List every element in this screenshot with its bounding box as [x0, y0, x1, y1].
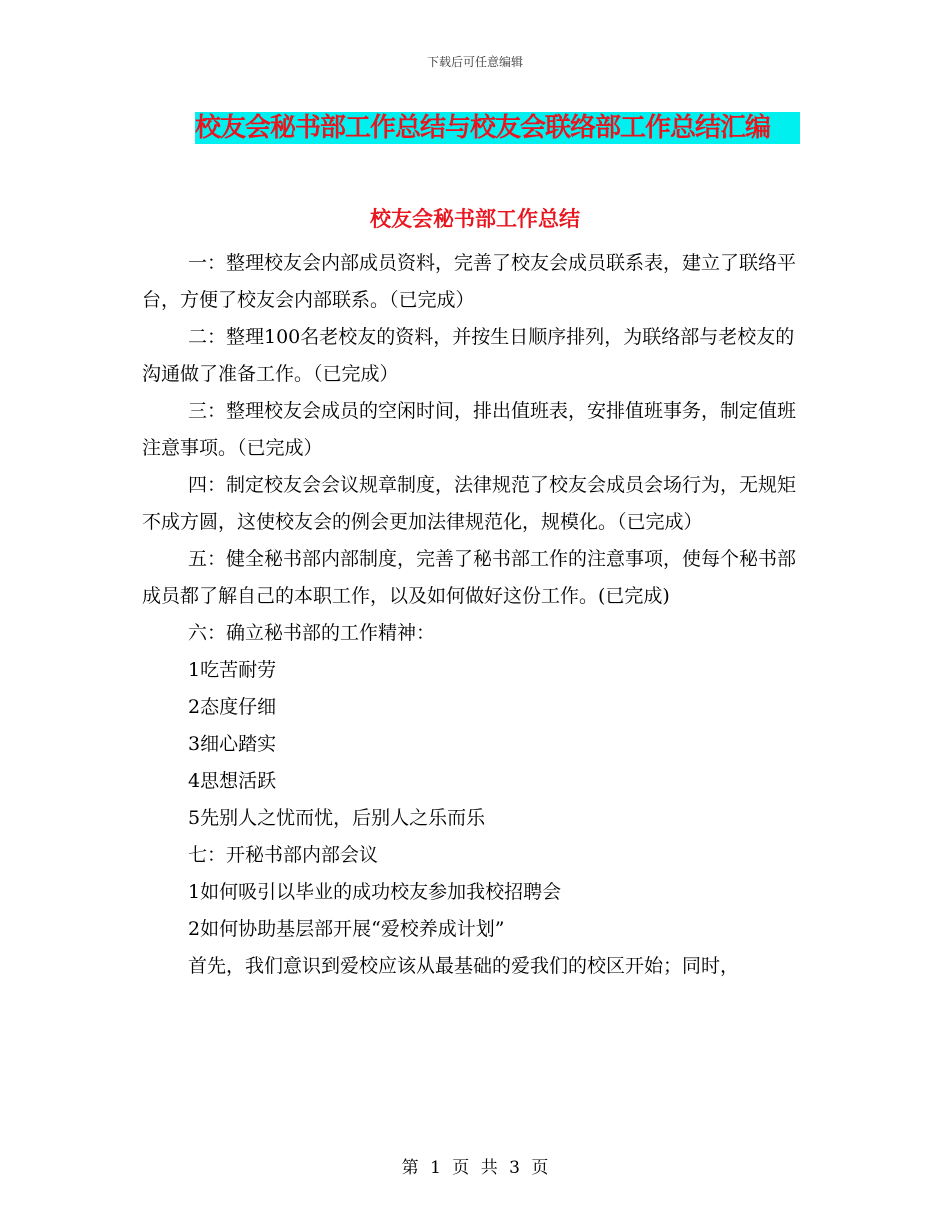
spirit-item-3: 3细心踏实 [188, 733, 277, 755]
paragraph-3: 三：整理校友会成员的空闲时间，排出值班表，安排值班事务，制定值班注意事项。（已完成） [142, 400, 797, 459]
paragraph-2: 二：整理100名老校友的资料，并按生日顺序排列，为联络部与老校友的沟通做了准备工作。（已完成） [142, 326, 795, 385]
meeting-item-1: 1如何吸引以毕业的成功校友参加我校招聘会 [188, 881, 562, 903]
main-title: 校友会秘书部工作总结与校友会联络部工作总结汇编 [195, 113, 771, 143]
main-title-highlight [195, 112, 800, 144]
spirit-item-2: 2态度仔细 [188, 696, 277, 718]
meeting-item-2: 2如何协助基层部开展“爱校养成计划” [188, 918, 505, 940]
paragraph-4: 四：制定校友会会议规章制度，法律规范了校友会成员会场行为，无规矩不成方圆，这使校友会的例会更加法律规范化，规模化。（已完成） [142, 474, 797, 533]
spirit-item-4: 4思想活跃 [188, 770, 277, 792]
paragraph-7: 七：开秘书部内部会议 [188, 844, 379, 866]
paragraph-8: 首先，我们意识到爱校应该从最基础的爱我们的校区开始；同时， [188, 955, 740, 977]
paragraph-1: 一：整理校友会内部成员资料，完善了校友会成员联系表，建立了联络平台，方便了校友会内部联系。（已完成） [142, 252, 797, 311]
header-note: 下载后可任意编辑 [426, 55, 523, 69]
spirit-item-1: 1吃苦耐劳 [188, 659, 277, 681]
section-title: 校友会秘书部工作总结 [370, 207, 580, 231]
page-footer: 第 1 页 共 3 页 [401, 1158, 549, 1178]
paragraph-6: 六：确立秘书部的工作精神： [188, 622, 436, 644]
body-text [142, 245, 807, 985]
spirit-item-5: 5先别人之忧而忧，后别人之乐而乐 [188, 807, 486, 829]
paragraph-5: 五：健全秘书部内部制度，完善了秘书部工作的注意事项，使每个秘书部成员都了解自己的本职工作，以及如何做好这份工作。(已完成) [142, 548, 797, 607]
